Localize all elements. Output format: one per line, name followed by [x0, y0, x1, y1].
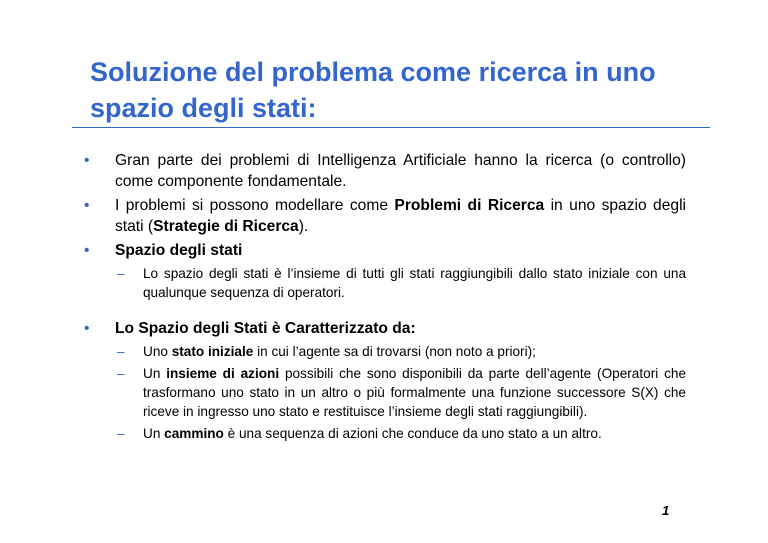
title-divider: [72, 127, 710, 128]
bullet-dot-icon: •: [84, 242, 90, 259]
bullet-text: I problemi si possono modellare come: [115, 197, 395, 214]
dash-icon: –: [117, 366, 125, 381]
sub-bullet-text: Un: [143, 426, 165, 441]
spacer: [78, 305, 686, 318]
sub-bullet-text-bold: insieme di azioni: [166, 366, 280, 381]
bullet-item: [78, 240, 686, 261]
bullet-text: ).: [298, 218, 309, 235]
sub-bullet-text: Un: [143, 366, 167, 381]
sub-bullet-text-bold: cammino: [164, 426, 224, 441]
bullet-dot-icon: •: [84, 197, 90, 214]
slide-title: Soluzione del problema come ricerca in uno spazio degli stati:: [90, 57, 656, 123]
slide-content: [78, 150, 686, 446]
sub-bullet-text: Lo spazio degli stati è l’insieme di tutti gli stati raggiungibili dallo stato iniziale con una qualunque sequenza di operatori.: [143, 266, 686, 300]
sub-bullet-item: [78, 364, 686, 421]
bullet-text-bold: Strategie di Ricerca: [153, 218, 299, 235]
page-number: 1: [662, 503, 670, 518]
bullet-dot-icon: •: [84, 320, 90, 337]
sub-bullet-text: Uno: [143, 344, 172, 359]
bullet-dot-icon: •: [84, 152, 90, 169]
bullet-item: [78, 195, 686, 237]
sub-bullet-text: è una sequenza di azioni che conduce da uno stato a un altro.: [223, 426, 602, 441]
dash-icon: –: [117, 426, 125, 441]
sub-bullet-text: possibili che sono disponibili da parte dell’agente (Operatori che trasformano uno stato in un altro o più formalmente una funzione successore S(X) che riceve in ingresso uno stato e restituisce l’insieme degli stati raggiungibili).: [143, 366, 687, 419]
dash-icon: –: [117, 344, 125, 359]
bullet-item: [78, 318, 686, 339]
bullet-text-bold: Spazio degli stati: [115, 242, 243, 259]
sub-bullet-item: [78, 264, 686, 302]
sub-bullet-item: [78, 342, 686, 361]
sub-bullet-text: in cui l’agente sa di trovarsi (non noto a priori);: [253, 344, 536, 359]
bullet-text-bold: Problemi di Ricerca: [394, 197, 545, 214]
sub-bullet-text-bold: stato iniziale: [171, 344, 254, 359]
bullet-item: [78, 150, 686, 192]
dash-icon: –: [117, 266, 125, 281]
bullet-text: in uno spazio degli stati (: [115, 197, 687, 235]
sub-bullet-item: [78, 424, 686, 443]
bullet-text-bold: Lo Spazio degli Stati è Caratterizzato da:: [115, 320, 416, 337]
bullet-text: Gran parte dei problemi di Intelligenza Artificiale hanno la ricerca (o controllo) come componente fondamentale.: [115, 152, 686, 190]
